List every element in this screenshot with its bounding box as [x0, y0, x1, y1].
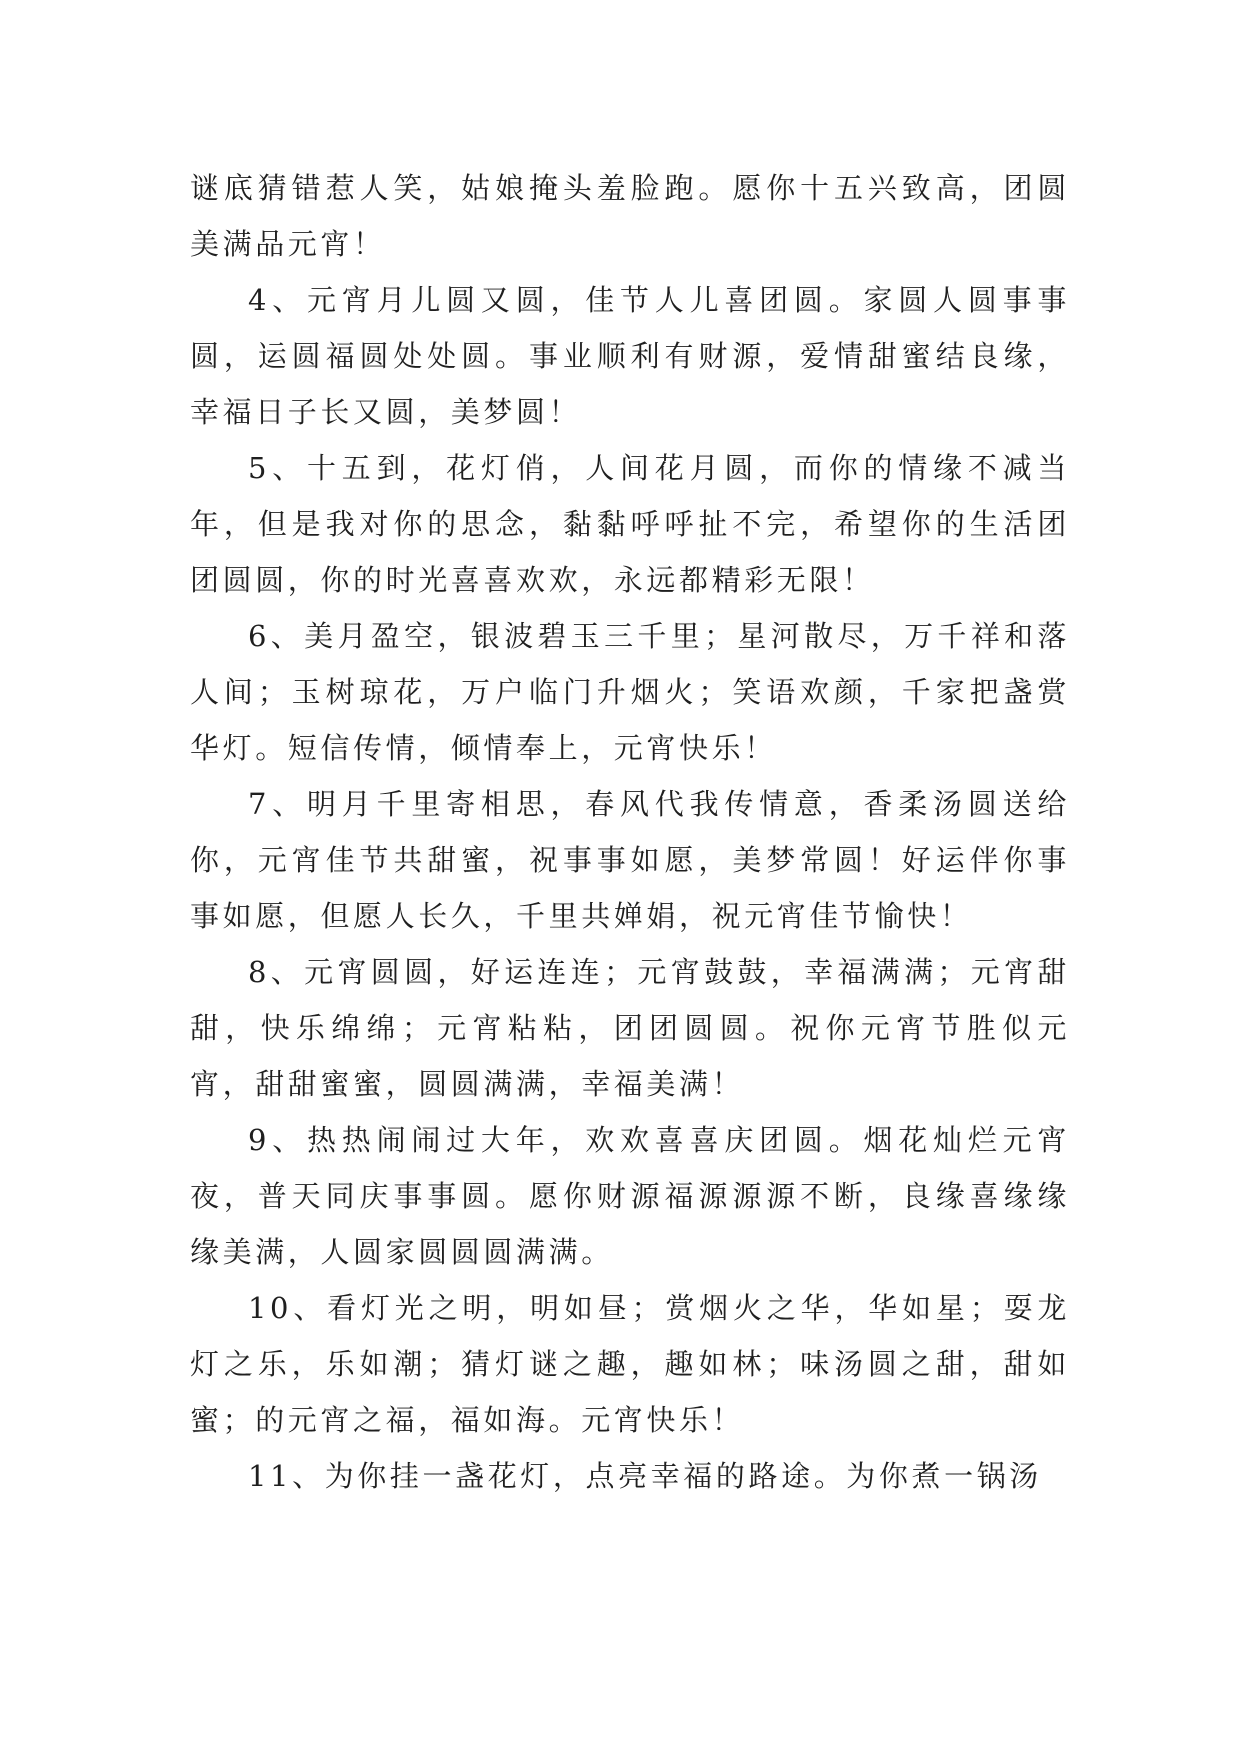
- paragraph-5: 5、十五到，花灯俏，人间花月圆，而你的情缘不减当年，但是我对你的思念，黏黏呼呼扯不完，希望你的生活团团圆圆，你的时光喜喜欢欢，永远都精彩无限！: [190, 451, 1070, 597]
- paragraph-11: 11、为你挂一盏花灯，点亮幸福的路途。为你煮一锅汤: [248, 1459, 1042, 1493]
- paragraph-10: 10、看灯光之明，明如昼；赏烟火之华，华如星；耍龙灯之乐，乐如潮；猜灯谜之趣，趣如林；味汤圆之甜，甜如蜜；的元宵之福，福如海。元宵快乐！: [190, 1291, 1070, 1437]
- paragraph-8: 8、元宵圆圆，好运连连；元宵鼓鼓，幸福满满；元宵甜甜，快乐绵绵；元宵粘粘，团团圆圆。祝你元宵节胜似元宵，甜甜蜜蜜，圆圆满满，幸福美满！: [190, 955, 1070, 1101]
- paragraph-6: 6、美月盈空，银波碧玉三千里；星河散尽，万千祥和落人间；玉树琼花，万户临门升烟火；笑语欢颜，千家把盏赏华灯。短信传情，倾情奉上，元宵快乐！: [190, 619, 1070, 765]
- paragraph-7: 7、明月千里寄相思，春风代我传情意，香柔汤圆送给你，元宵佳节共甜蜜，祝事事如愿，美梦常圆！好运伴你事事如愿，但愿人长久，千里共婵娟，祝元宵佳节愉快！: [190, 787, 1070, 933]
- paragraph-4: 4、元宵月儿圆又圆，佳节人儿喜团圆。家圆人圆事事圆，运圆福圆处处圆。事业顺利有财源，爱情甜蜜结良缘，幸福日子长又圆，美梦圆！: [190, 283, 1070, 429]
- document-body: [190, 160, 1070, 1504]
- paragraph-continued: 谜底猜错惹人笑，姑娘掩头羞脸跑。愿你十五兴致高，团圆美满品元宵！: [190, 171, 1070, 261]
- paragraph-9: 9、热热闹闹过大年，欢欢喜喜庆团圆。烟花灿烂元宵夜，普天同庆事事圆。愿你财源福源源源不断，良缘喜缘缘缘美满，人圆家圆圆圆满满。: [190, 1123, 1070, 1269]
